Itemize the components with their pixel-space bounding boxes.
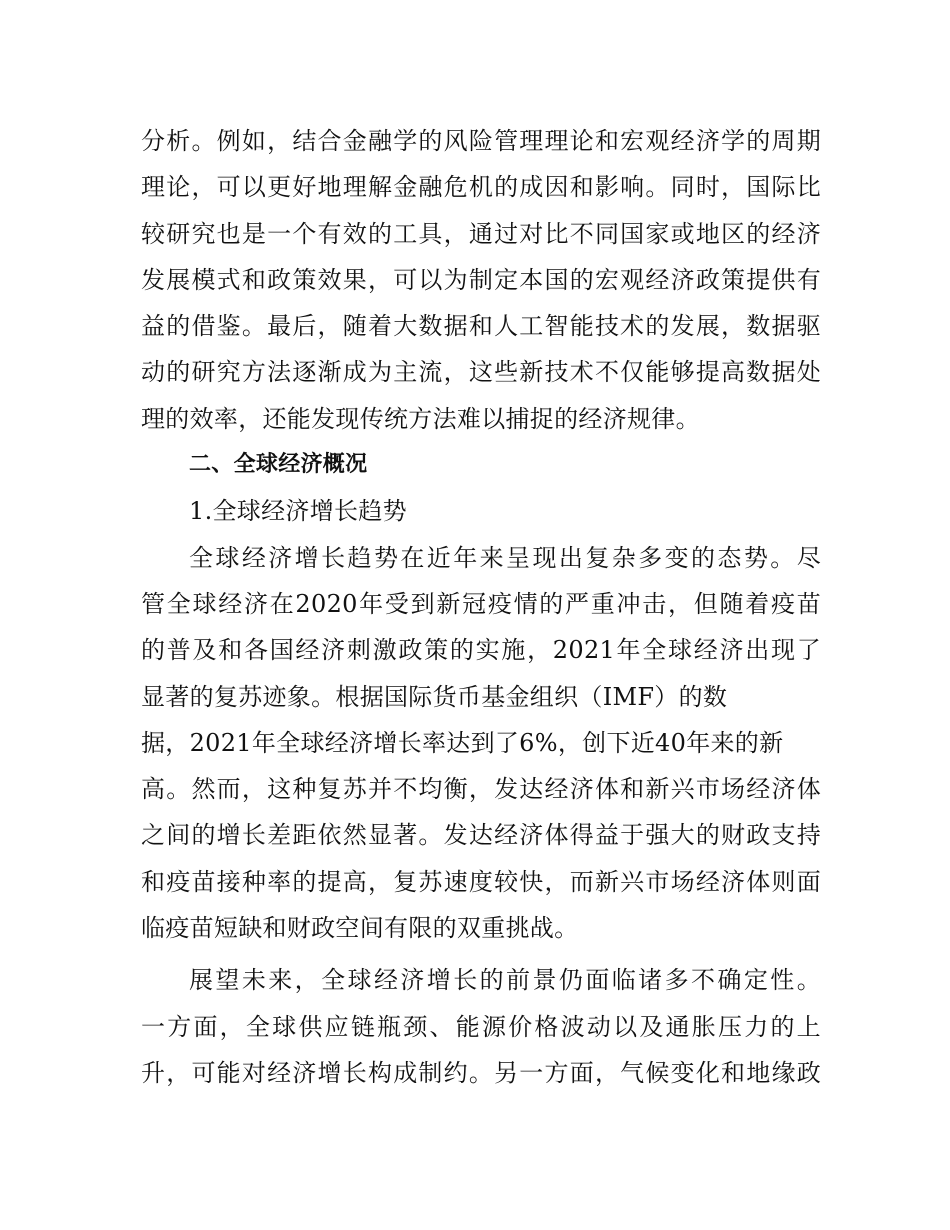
paragraph-line: 理的效率，还能发现传统方法难以捕捉的经济规律。: [141, 404, 700, 433]
paragraph-line: 据，2021年全球经济增长率达到了6%，创下近40年来的新: [141, 728, 784, 757]
paragraph-line: 的普及和各国经济刺激政策的实施，2021年全球经济出现了: [141, 636, 821, 665]
subsection-heading: 1.全球经济增长趋势: [189, 497, 407, 526]
document-body: [141, 118, 821, 1096]
paragraph-line: 较研究也是一个有效的工具，通过对比不同国家或地区的经济: [141, 219, 821, 248]
paragraph-line: 一方面，全球供应链瓶颈、能源价格波动以及通胀压力的上: [141, 1012, 821, 1041]
paragraph-line: 益的借鉴。最后，随着大数据和人工智能技术的发展，数据驱: [141, 312, 821, 341]
paragraph-line: 之间的增长差距依然显著。发达经济体得益于强大的财政支持: [141, 821, 821, 850]
paragraph-line: 和疫苗接种率的提高，复苏速度较快，而新兴市场经济体则面: [141, 867, 821, 896]
paragraph-line: 理论，可以更好地理解金融危机的成因和影响。同时，国际比: [141, 173, 821, 202]
paragraph-line: 显著的复苏迹象。根据国际货币基金组织（IMF）的数: [141, 682, 728, 711]
paragraph-line: 管全球经济在2020年受到新冠疫情的严重冲击，但随着疫苗: [141, 589, 821, 618]
paragraph-line: 临疫苗短缺和财政空间有限的双重挑战。: [141, 914, 579, 943]
paragraph-line: 动的研究方法逐渐成为主流，这些新技术不仅能够提高数据处: [141, 358, 821, 387]
section-heading: 二、全球经济概况: [189, 452, 368, 478]
paragraph-line: 分析。例如，结合金融学的风险管理理论和宏观经济学的周期: [141, 127, 821, 155]
paragraph-line: 展望未来，全球经济增长的前景仍面临诸多不确定性。: [189, 966, 821, 995]
paragraph-line: 发展模式和政策效果，可以为制定本国的宏观经济政策提供有: [141, 265, 821, 294]
paragraph-line: 高。然而，这种复苏并不均衡，发达经济体和新兴市场经济体: [141, 775, 821, 804]
paragraph-line: 升，可能对经济增长构成制约。另一方面，气候变化和地缘政: [141, 1058, 821, 1087]
paragraph-line: 全球经济增长趋势在近年来呈现出复杂多变的态势。尽: [189, 543, 821, 572]
